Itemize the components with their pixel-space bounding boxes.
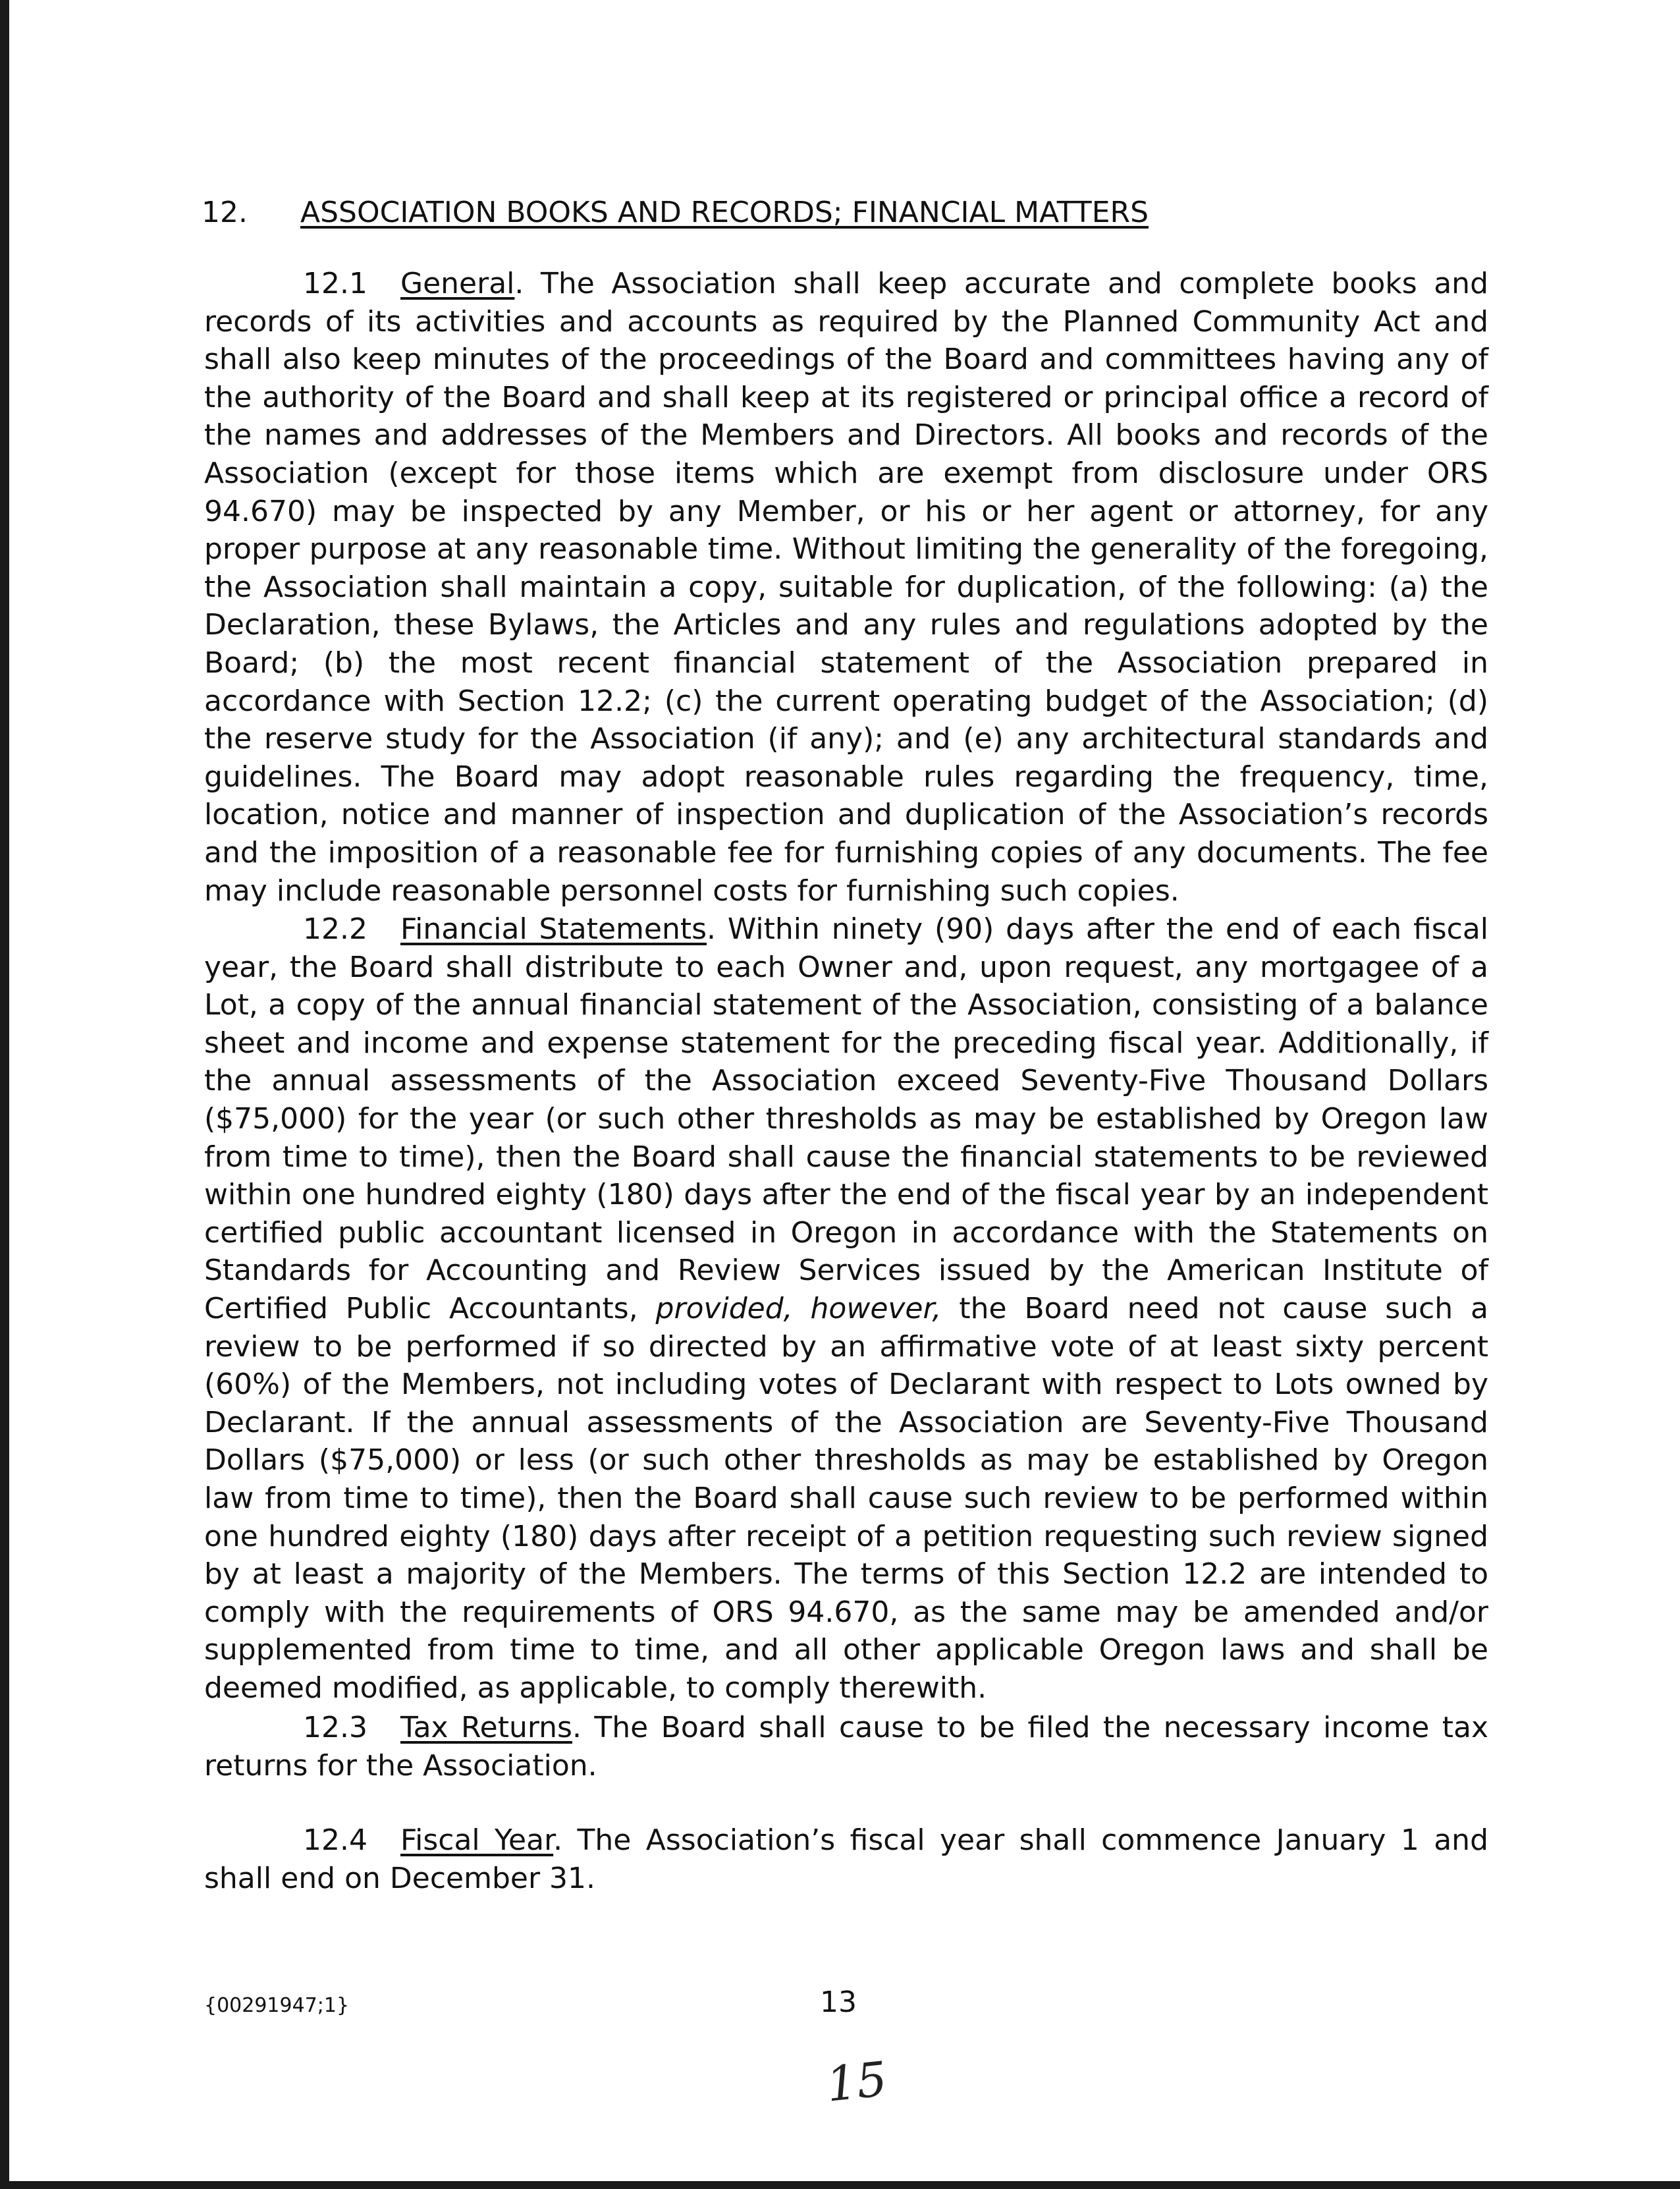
paragraph-text: . The Association’s fiscal year shall commence January 1 and shall end on December 31. [204, 1823, 1488, 1895]
scan-edge-left [0, 0, 9, 2189]
page-number: 13 [820, 1985, 857, 2019]
paragraph-number: 12.4 [303, 1823, 367, 1857]
scan-edge-bottom [0, 2181, 1680, 2189]
paragraph-text-continued: the Board need not cause such a review to be performed if so directed by an affirmative vote of at least sixty percent (60%) of the Members, not including votes of Declarant with respect to Lots owned by Declarant. If the annual assessments of the Association are Seventy-Five Thousand Dollars ($75,000) or less (or such other thresholds as may be established by Oregon law from time to time), then the Board shall cause such review to be performed within one hundred eighty (180) days after receipt of a petition requesting such review signed by at least a majority of the Members. The terms of this Section 12.2 are intended to comply with the requirements of ORS 94.670, as the same may be amended and/or supplemented from time to time, and all other applicable Oregon laws and shall be deemed modified, as applicable, to comply therewith. [204, 1291, 1488, 1705]
paragraph-italic-text: provided, however, [655, 1291, 942, 1325]
paragraph-heading: General [400, 267, 515, 300]
paragraph-number: 12.3 [303, 1711, 367, 1744]
paragraph-text: . Within ninety (90) days after the end of each fiscal year, the Board shall distribute to each Owner and, upon request, any mortgagee of a Lot, a copy of the annual financial statement of the Association, consisting of a balance sheet and income and expense statement for the preceding fiscal year. Additionally, if the annual assessments of the Association exceed Seventy-Five Thousand Dollars ($75,000) for the year (or such other thresholds as may be established by Oregon law from time to time), then the Board shall cause the financial statements to be reviewed within one hundred eighty (180) days after the end of the fiscal year by an independent certified public accountant licensed in Oregon in accordance with the Statements on Standards for Accounting and Review Services issued by the American Institute of Certified Public Accountants, [204, 912, 1489, 1325]
paragraph-12-1 [204, 265, 1488, 910]
paragraph-number: 12.2 [303, 912, 367, 946]
paragraph-heading: Tax Returns [400, 1711, 572, 1744]
paragraph-12-2 [204, 910, 1488, 1707]
section-number: 12. [202, 196, 248, 229]
paragraph-heading: Fiscal Year [400, 1823, 554, 1857]
paragraph-text: . The Association shall keep accurate and complete books and records of its activities and accounts as required by the Planned Community Act and shall also keep minutes of the proceedings of the Board and committees having any of the authority of the Board and shall keep at its registered or principal office a record of the names and addresses of the Members and Directors. All books and records of the Association (except for those items which are exempt from disclosure under ORS 94.670) may be inspected by any Member, or his or her agent or attorney, for any proper purpose at any reasonable time. Without limiting the generality of the foregoing, the Association shall maintain a copy, suitable for duplication, of the following: (a) the Declaration, these Bylaws, the Articles and any rules and regulations adopted by the Board; (b) the most recent financial statement of the Association prepared in accordance with Section 12.2; (c) the current operating budget of the Association; (d) the reserve study for the Association (if any); and (e) any architectural standards and guidelines. The Board may adopt reasonable rules regarding the frequency, time, location, notice and manner of inspection and duplication of the Association’s records and the imposition of a reasonable fee for furnishing copies of any documents. The fee may include reasonable personnel costs for furnishing such copies. [204, 267, 1488, 908]
section-heading [202, 194, 1149, 231]
paragraph-12-4 [204, 1821, 1488, 1897]
paragraph-number: 12.1 [303, 267, 367, 300]
paragraph-text: . The Board shall cause to be filed the necessary income tax returns for the Association. [204, 1711, 1488, 1783]
paragraph-12-3 [204, 1709, 1488, 1785]
paragraph-heading: Financial Statements [400, 912, 707, 946]
document-id: {00291947;1} [204, 1994, 350, 2017]
section-title: ASSOCIATION BOOKS AND RECORDS; FINANCIAL MATTERS [300, 196, 1149, 229]
handwritten-page-number: 15 [823, 2051, 890, 2113]
